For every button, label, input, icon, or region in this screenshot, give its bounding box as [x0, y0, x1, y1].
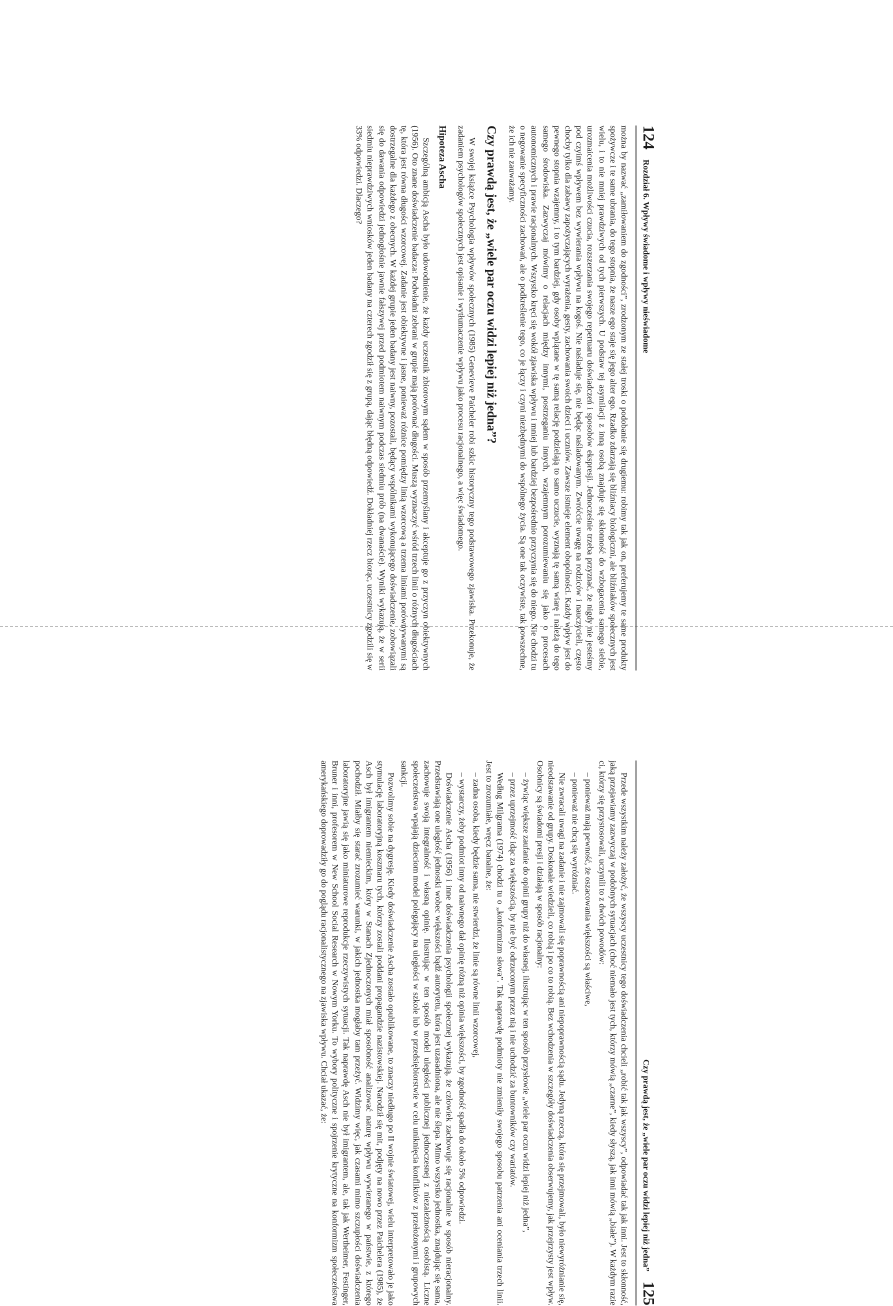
list-item: – wystarczy, żeby podmiot inny od naiwnego dał opinię różną niż opinia większości, by zgodność spadła do około 5% odpowiedzi. [457, 772, 468, 1224]
running-head: Czy prawdą jest, że „wiele par oczu widzi lepiej niż jedna” [641, 1059, 652, 1272]
body-paragraph: W swojej książce Psychologia wpływów społecznych (1985) Genevieve Paicheler robi szkic historyczny tego podstawowego zjawiska. Przekonuje, że zadaniem psychologów społecznych jest opisanie i wytłumaczenie wpływu jako procesu racjonalnego, a więc świadomego. [456, 125, 478, 671]
list-item: – ponieważ nie chcą się wyróżniać. [570, 772, 581, 895]
body-paragraph: można by nazwać „zamiłowaniem do zgodności”, zrodzonym ze stałej troski o podobanie się drugiemu: robimy tak jak on, preferujemy te same produkty spożywcze i te same ubrania, do tego stopnia, że nasze ego staje się jego alter ego. Rzadko zdarzają się bliźniacy biologiczni, ale bliźniaków społecznych jest wielu, i to nie mniej prawdziwych od tych pierwszych. U podstaw tej asymilacji z inną osobą znajduje się skłonność do wzbogacenia samego siebie, urozmaicenia możliwości czucia, rozszerzania swojego repertuaru doświadczeń i sposobów ekspresji. Jednocześnie trzeba przyznać, że nigdy nie jesteśmy pod czyimś wpływem bez wywierania wpływu na kogoś. Nie naśladuje się, nie będąc naśladowanym. Zwróćcie uwagę na rodziców i nauczycieli, często chocby tylko dla zabawy zapożyczających wyrażenia, gesty, zachowania swoich dzieci i uczniów. Zawsze istnieje element obopólności. Każdy wpływ jest do pewnego stopnia wzajemny, i to tym bardziej, gdy osoby wplątane w tę samą relację podzielają to samo uczucie, wyznają tę samą wiarę i należą do tego samego środowiska. Zazwyczaj mówimy o relacjach między innymi, postrzeganiu innych, wzajemnym porozumiewaniu się jako o procesach autonomicznych i prawie racjonalnych. Wszystko kręci się wokół zjawiska wpływu i mniej lub bardziej bezpośrednio przyczynia się do niego. Nie chodzi tu o negowanie specyficzności zachowań, ale o podkreślenie tego, co je łączy i czyni niezbędnymi do wspólnego życia. Są one tak oczywiste, tak powszechne, że ich nie zauważamy. [507, 125, 630, 671]
left-running-header [636, 126, 657, 671]
list-item: – żywiąc większe zaufanie do opinii grupy niż do własnej, ilustrując w ten sposób przysłowie „wiele par oczu widzi lepiej niż jedna”, [521, 772, 532, 1233]
running-head: Rozdział 6. Wpływy świadome i wpływy nieświadome [641, 159, 652, 354]
body-paragraph: Nie zwracali uwagi na zadanie i nie zajmowali się poprawnością ani niepoprawnością sądu. Jedyną rzeczą, która się przejmowali, było niewyróżnianie się, nieodstawanie od grupy. Doskonale wiedzieli, co robią i po co to robią. Bez wchodzenia w szczegóły doświadczenia obserwujemy, jak przejrzysty jest wpływ. Osobnicy są świadomi presji i działają w sposób racjonalny: [535, 760, 568, 1306]
subsection-heading: Hipoteza Ascha [436, 125, 447, 189]
right-running-header [636, 761, 657, 1306]
right-page [237, 761, 657, 1306]
section-heading: Czy prawdą jest, że „wiele par oczu widzi lepiej niż jedna”? [484, 125, 499, 444]
body-paragraph: Przede wszystkim należy założyć, że wszyscy uczestnicy tego doświadczenia chcieli „robić tak jak wszyscy”, odpowiadać tak jak inni. Jest to skłonność, jaką przejawiamy zazwyczaj w podobnych sytuacjach (choć niemało jest tych, którzy mówią „czarne”, kiedy słyszą, jak inni mówią „białe”). W każdym razie ci, którzy się przystosowali, uczynili to z dwóch powodów: [597, 760, 630, 1306]
body-paragraph: Szczególną ambicją Ascha było udowodnienie, że każdy uczestnik zbiorowym sądem w sposób przemyślany i akceptuje go z przyczyn obiektywnych (1956). Oto znane doświadczenie badacza: Podwładni zebrani w grupie mają porównać długości. Muszą wyznaczyć wśród trzech linii o różnych długościach tę, która jest równa długości wzorcowej. Zadanie jest obiektywne i jasne, ponieważ różnice pomiędzy linią wzorcową a trzema liniami porównywanymi są dostrzegalne dla każdego z obecnych. W każdej grupie jeden badany jest naiwny, pozostali, będący wspólnikami wykonującego doświadczenie, zobowiązali się do dawania odpowiedzi jednogłośnie jawnie fałszywej przed podmiotem naiwnym podczas siedmiu prób (na dwanaście). Wyniki wykazują, że w serii siedmiu nieprawdziwych wniosków jeden badany na czterech zgodził się z grupą, dając błędną odpowiedź. Dokładniej rzecz biorąc, uczestnicy zgodzili się w 33% odpowiedzi. Dlaczego? [354, 125, 432, 671]
body-paragraph: Doświadczenie Ascha (1956) i inne doświadczenia psychologii społecznej wykazują, że człowiek zachowuje się racjonalnie w sposób nieracjonalny. Przedstawiają one uległość jednostki wobec większości bądź autorytetu, która jest uzasadniona, ale nie ślepa. Mimo wszystko jednostka, znajdując się sama, zachowuje swoją integralność i własną opinię. Ilustrując w ten sposób model uległości publicznej jednoczesnej z niezależnością osobistą. Liczne społeczeństwa wpajają dzieciom model polegający na uległości w szkole lub w przedsiębiorstwie w celu uniknięcia konfliktów z przełożonymi i grupowych sankcji. [399, 760, 455, 1306]
body-paragraph: Pozwolimy sobie na dygresję. Kiedy doświadczenie Ascha zostało opublikowane, to znaczy niedługo po II wojnie światowej, wielu interpretowało je jako stymulację laboratoryjną koszmaru tych, którzy zostali poddani propagandzie nazistowskiej. Narodził się mit, podjęty na nowo przez Paichelera (1985), że Asch był imigrantem niemieckim, który w Stanach Zjednoczonych miał sposobność analizować naturę wpływu wywieranego w państwie, z którego pochodził. Miałby się starać zrozumieć warunki, w jakich jednostka mogłaby tam przeżyć. Widzimy więc, jak czasami mimo szczupłości doświadczenia laboratoryjne jawią się jako miniaturowe reprodukcje rzeczywistych sytuacji. Tak naprawdę Asch nie był imigrantem, ale, tak jak Wertheimer, Festinger, Bruner i inni, profesorem w New School Social Research w Nowym Yorku. To wybory polityczne i spojrzenie krytyczne na konformizm społeczeństwa amerykańskiego doprowadziły go do poglądu racjonalistycznego na zjawiska wpływu. Chciał ukazać, że: [319, 760, 397, 1306]
list-item: – ponieważ mają pewność, że oszacowania większości są właściwe, [583, 772, 594, 1007]
list-item: – zadna osoba, kiedy będzie sama, nie stwierdzi, że linie są równe linii wzorcowej, [471, 772, 482, 1058]
list-item: – przez uprzejmość idąc za większością, by nie być odrzuconym przez nią i nie uchodzić za buntowników czy wariatów. [508, 772, 519, 1188]
left-page [237, 126, 657, 671]
page-number: 125 [639, 1281, 657, 1306]
body-paragraph: Według Milgrama (1974) chodzi tu o „konformizm słowa”. Tak naprawdę podmioty nie zmieniły swojego sposobu patrzenia ani oceniania trzech linii. Jest to zrozumiałe, wręcz banalne, że: [484, 760, 506, 1306]
page-number: 124 [639, 125, 657, 150]
